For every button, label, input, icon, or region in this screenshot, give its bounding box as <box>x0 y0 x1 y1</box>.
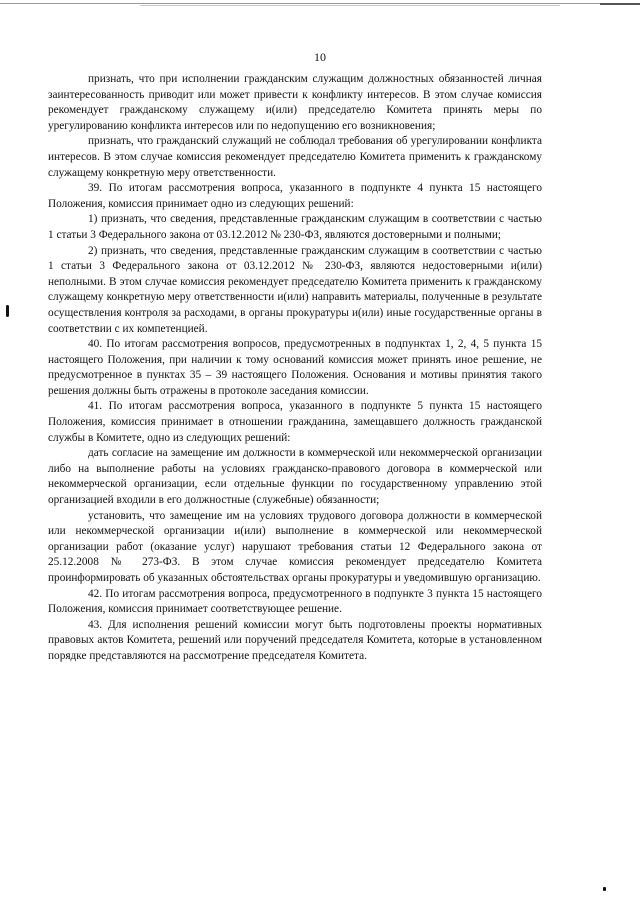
paragraph: 43. Для исполнения решений комиссии могут быть подготовлены проекты нормативных правовых актов Комитета, решений или поручений председателя Комитета, которые в установленном порядке представляются на рассмотрение председателя Комитета. <box>48 618 542 662</box>
paragraph: установить, что замещение им на условиях трудового договора должности в коммерческой или некоммерческой организации и(или) выполнение в коммерческой или некоммерческой организации работ (оказание услуг) нарушают требования статьи 12 Федерального закона от 25.12.2008 № 273-ФЗ. В этом случае комиссия рекомендует председателю Комитета проинформировать об указанных обстоятельствах органы прокуратуры и уведомившую организацию. <box>48 509 542 584</box>
paragraph: дать согласие на замещение им должности в коммерческой или некоммерческой организации либо на выполнение работы на условиях гражданско-правового договора в коммерческой или некоммерческой организации, если отдельные функции по государственному управлению этой организацией входили в его должностные (служебные) обязанности; <box>48 447 542 507</box>
scan-line <box>140 5 560 6</box>
page-number: 10 <box>314 50 326 64</box>
paragraph: 1) признать, что сведения, представленные гражданским служащим в соответствии с частью 1 статьи 3 Федерального закона от 03.12.2012 № 230-ФЗ, являются достоверными и полными; <box>48 213 542 241</box>
paragraph: 40. По итогам рассмотрения вопросов, предусмотренных в подпунктах 1, 2, 4, 5 пункта 15 настоящего Положения, при наличии к тому оснований комиссия может принять иное решение, не предусмотренное в пунктах 35 – 39 настоящего Положения. Основания и мотивы принятия такого решения должны быть отражены в протоколе заседания комиссии. <box>48 338 542 397</box>
paragraph: 39. По итогам рассмотрения вопроса, указанного в подпункте 4 пункта 15 настоящего Положения, комиссия принимает одно из следующих решений: <box>48 182 542 210</box>
paragraph: 2) признать, что сведения, представленные гражданским служащим в соответствии с частью 1 статьи 3 Федерального закона от 03.12.2012 № 230-ФЗ, являются недостоверными и(или) неполными. В этом случае комиссия рекомендует председателю Комитета применить к гражданскому служащему конкретную меру ответственности и(или) направить материалы, полученные в результате осуществления контроля за расходами, в органы прокуратуры и(или) иные государственные органы в соответствии с их компетенцией. <box>48 244 542 335</box>
scan-artifact <box>603 887 606 891</box>
document-body <box>48 72 542 665</box>
scan-artifact <box>6 305 9 317</box>
scan-line <box>0 3 610 4</box>
paragraph: 42. По итогам рассмотрения вопроса, предусмотренного в подпункте 3 пункта 15 настоящего Положения, комиссия принимает соответствующее решение. <box>48 587 542 616</box>
paragraph: 41. По итогам рассмотрения вопроса, указанного в подпункте 5 пункта 15 настоящего Положения, комиссия принимает в отношении гражданина, замещавшего должность гражданской службы в Комитете, одно из следующих решений: <box>48 400 542 444</box>
paragraph: признать, что гражданский служащий не соблюдал требования об урегулировании конфликта интересов. В этом случае комиссия рекомендует председателю Комитета применить к гражданскому служащему конкретную меру ответственности. <box>48 135 542 179</box>
scan-edge-lines <box>0 3 640 7</box>
paragraph: признать, что при исполнении гражданским служащим должностных обязанностей личная заинтересованность приводит или может привести к конфликту интересов. В этом случае комиссия рекомендует гражданскому служащему и(или) председателю Комитета принять меры по урегулированию конфликта интересов или по недопущению его возникновения; <box>48 73 542 132</box>
scan-line <box>600 3 640 5</box>
